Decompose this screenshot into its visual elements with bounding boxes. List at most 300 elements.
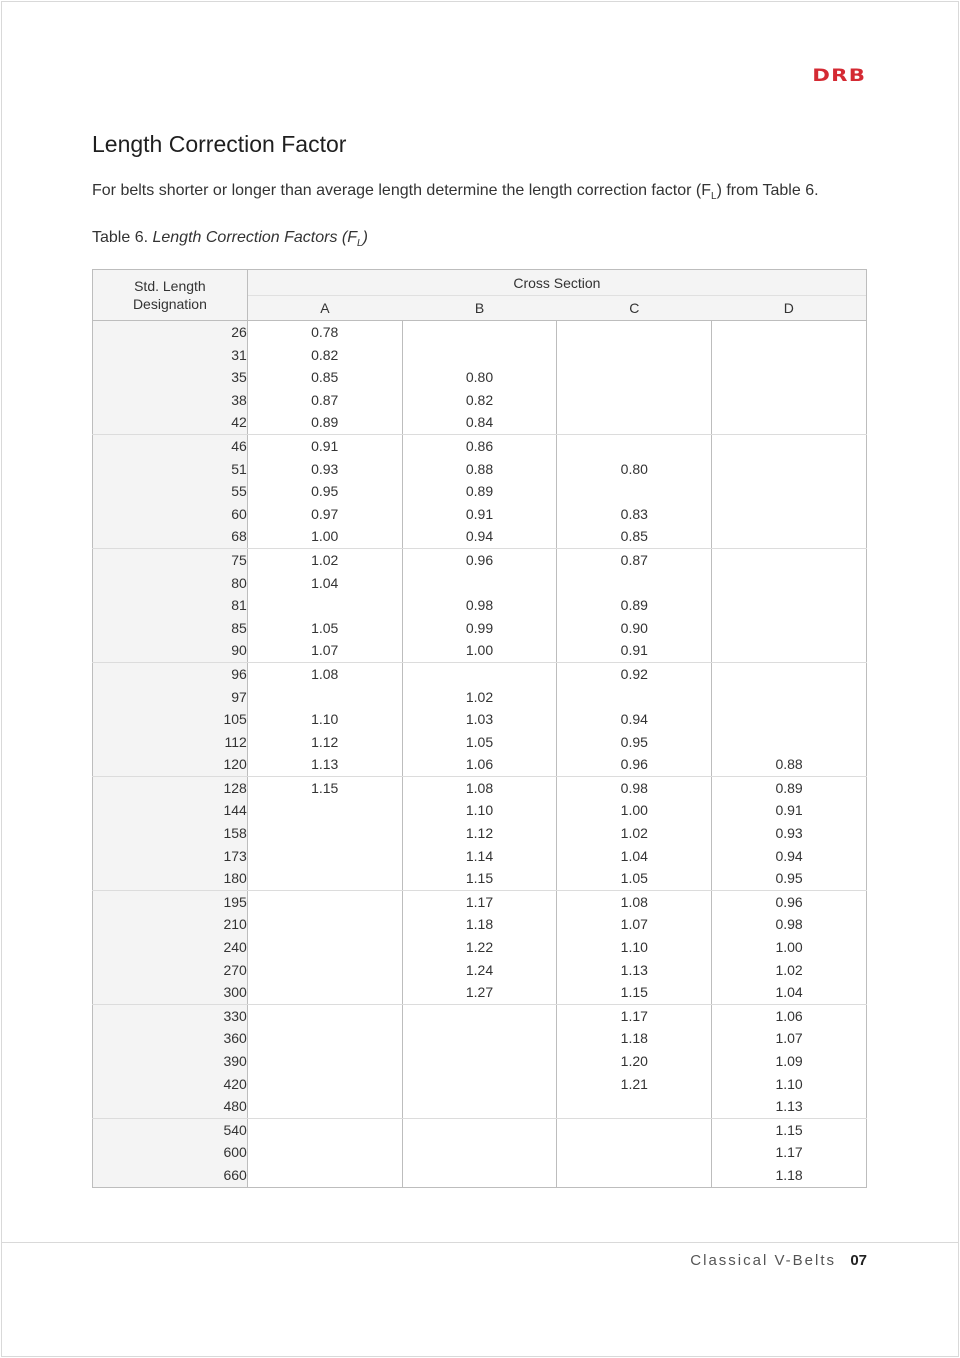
page-title: Length Correction Factor [92,131,347,157]
factor-cell-a [247,1050,402,1073]
factor-value: 1.10 [465,802,494,819]
table-row [93,1004,867,1027]
designation-cell: 270 [93,959,248,982]
factor-cell-b [402,753,557,776]
factor-value: 0.97 [311,505,339,522]
table-row [93,344,867,367]
designation-cell: 330 [93,1004,248,1027]
footer-divider [1,1242,959,1243]
designation-cell: 144 [93,799,248,822]
table-row [93,1073,867,1096]
intro-subscript: L [711,191,717,203]
factor-cell-a [247,890,402,913]
factor-cell-d [712,434,867,457]
factor-value: 0.92 [620,665,648,682]
factor-cell-c [557,458,712,481]
factor-cell-b [402,1004,557,1027]
table-row [93,662,867,685]
factor-value: 0.89 [465,483,494,500]
factor-value: 0.85 [311,369,339,386]
factor-value: 1.02 [465,688,494,705]
factor-cell-c [557,389,712,412]
factor-cell-d [712,1050,867,1073]
designation-cell: 55 [93,480,248,503]
factor-cell-d [712,822,867,845]
table-caption [92,229,368,249]
factor-cell-a [247,434,402,457]
designation-cell: 660 [93,1164,248,1187]
factor-cell-d [712,1073,867,1096]
factor-cell-d [712,799,867,822]
factor-cell-c [557,959,712,982]
designation-cell: 96 [93,662,248,685]
factor-value: 1.05 [311,619,339,636]
factor-cell-b [402,434,557,457]
intro-text-start: For belts shorter or longer than average length determine the length correction factor (F [92,182,711,199]
factor-cell-c [557,662,712,685]
factor-cell-a [247,708,402,731]
designation-cell: 300 [93,981,248,1004]
designation-cell: 38 [93,389,248,412]
factor-cell-c [557,411,712,434]
factor-cell-c [557,480,712,503]
factor-cell-d [712,1118,867,1141]
factor-cell-b [402,686,557,709]
section-header-d: D [712,296,867,321]
factor-cell-a [247,1095,402,1118]
factor-cell-b [402,867,557,890]
designation-cell: 60 [93,503,248,526]
factor-cell-d [712,867,867,890]
table-row [93,1118,867,1141]
factor-cell-a [247,525,402,548]
factor-value: 0.91 [465,505,494,522]
designation-cell: 173 [93,845,248,868]
factor-cell-a [247,321,402,344]
factor-cell-b [402,321,557,344]
factor-cell-a [247,981,402,1004]
factor-cell-b [402,1141,557,1164]
factor-cell-a [247,731,402,754]
table-row [93,434,867,457]
designation-cell: 105 [93,708,248,731]
factor-cell-c [557,1004,712,1027]
table-row [93,708,867,731]
factor-cell-b [402,1095,557,1118]
factor-value: 1.22 [465,939,494,956]
factor-value: 0.87 [620,551,648,568]
drb-logo: DRB [812,66,866,86]
factor-value: 1.10 [775,1075,803,1092]
table-row [93,1095,867,1118]
factor-cell-d [712,981,867,1004]
table-row [93,686,867,709]
factor-cell-c [557,1095,712,1118]
designation-cell: 112 [93,731,248,754]
factor-cell-a [247,389,402,412]
factor-cell-b [402,1118,557,1141]
factor-cell-d [712,890,867,913]
factor-value: 0.98 [620,779,648,796]
section-header-c: C [557,296,712,321]
factor-cell-a [247,845,402,868]
factor-value: 1.07 [311,642,339,659]
factor-value: 1.08 [311,665,339,682]
factor-cell-b [402,525,557,548]
factor-value: 0.91 [311,437,339,454]
factor-value: 1.02 [311,551,339,568]
factor-cell-c [557,776,712,799]
factor-cell-a [247,411,402,434]
designation-cell: 128 [93,776,248,799]
factor-value: 0.82 [465,391,494,408]
factor-cell-b [402,548,557,571]
factor-cell-b [402,572,557,595]
factor-value: 1.06 [775,1007,803,1024]
factor-cell-c [557,845,712,868]
factor-value: 1.04 [620,847,648,864]
factor-value: 1.17 [775,1144,803,1161]
designation-cell: 210 [93,913,248,936]
factor-cell-b [402,890,557,913]
factor-value: 0.89 [775,779,803,796]
factor-value: 1.15 [311,779,339,796]
caption-close: ) [362,229,368,246]
factor-cell-b [402,411,557,434]
factor-cell-a [247,572,402,595]
factor-cell-b [402,708,557,731]
factor-cell-a [247,617,402,640]
factor-value: 1.00 [311,528,339,545]
factor-value: 1.14 [465,847,494,864]
factor-cell-d [712,572,867,595]
factor-value: 0.87 [311,391,339,408]
factor-cell-d [712,1095,867,1118]
factor-cell-d [712,639,867,662]
factor-value: 1.03 [465,711,494,728]
factor-value: 1.18 [775,1166,803,1183]
designation-cell: 195 [93,890,248,913]
factor-cell-b [402,389,557,412]
factor-cell-d [712,548,867,571]
factor-cell-d [712,959,867,982]
factor-cell-a [247,776,402,799]
factor-value: 1.00 [620,802,648,819]
table-row [93,822,867,845]
factor-cell-b [402,639,557,662]
footer-page-number: 07 [850,1252,867,1269]
designation-cell: 390 [93,1050,248,1073]
factor-value: 1.15 [465,870,494,887]
factor-cell-d [712,525,867,548]
caption-subscript: L [357,238,363,250]
table-row [93,366,867,389]
designation-cell: 420 [93,1073,248,1096]
table-row [93,389,867,412]
table-row [93,731,867,754]
factor-cell-b [402,936,557,959]
factor-value: 0.80 [620,460,648,477]
designation-cell: 81 [93,594,248,617]
factor-cell-d [712,503,867,526]
factor-cell-d [712,1164,867,1187]
factor-value: 0.98 [465,597,494,614]
table-row [93,890,867,913]
factor-cell-a [247,639,402,662]
footer-section-title: Classical V-Belts [690,1252,836,1269]
factor-value: 0.89 [620,597,648,614]
caption-prefix: Table 6. [92,229,153,246]
factor-cell-c [557,686,712,709]
factor-value: 0.93 [775,825,803,842]
intro-text-end: ) from Table 6. [716,182,819,199]
factor-value: 1.02 [775,961,803,978]
factor-cell-a [247,959,402,982]
factor-value: 0.90 [620,619,648,636]
factor-value: 0.96 [465,551,494,568]
factor-cell-b [402,458,557,481]
designation-header-line1: Std. Length [134,278,206,294]
designation-cell: 180 [93,867,248,890]
table-row [93,845,867,868]
factor-cell-d [712,617,867,640]
cross-section-header: Cross Section [247,270,866,296]
factor-cell-a [247,503,402,526]
factor-cell-c [557,1050,712,1073]
factor-value: 1.12 [311,733,339,750]
table-row [93,572,867,595]
table-row [93,525,867,548]
factor-cell-a [247,594,402,617]
factor-cell-c [557,594,712,617]
factor-value: 0.86 [465,437,494,454]
table-row [93,1141,867,1164]
table-row [93,913,867,936]
factor-cell-c [557,731,712,754]
factor-value: 1.18 [465,916,494,933]
factor-cell-d [712,708,867,731]
designation-cell: 85 [93,617,248,640]
table-row [93,480,867,503]
factor-cell-a [247,799,402,822]
factor-value: 1.10 [311,711,339,728]
table-row [93,548,867,571]
factor-cell-b [402,845,557,868]
factor-value: 0.88 [465,460,494,477]
factor-cell-a [247,1004,402,1027]
factor-value: 0.85 [620,528,648,545]
table-row [93,936,867,959]
factor-value: 0.84 [465,414,494,431]
factor-cell-d [712,753,867,776]
factor-value: 1.24 [465,961,494,978]
factor-cell-b [402,731,557,754]
caption-label-text: Length Correction Factors (F [152,229,358,246]
factor-cell-b [402,1073,557,1096]
factor-value: 1.17 [465,893,494,910]
factor-cell-a [247,1118,402,1141]
factor-cell-d [712,366,867,389]
factor-value: 0.99 [465,619,494,636]
factor-cell-c [557,572,712,595]
factor-cell-a [247,662,402,685]
factor-cell-c [557,913,712,936]
factor-cell-c [557,753,712,776]
factor-value: 1.04 [311,574,339,591]
designation-cell: 80 [93,572,248,595]
factor-cell-a [247,867,402,890]
designation-cell: 540 [93,1118,248,1141]
section-header-a: A [247,296,402,321]
factor-cell-c [557,1141,712,1164]
factor-cell-d [712,662,867,685]
table-row [93,1164,867,1187]
table-row [93,594,867,617]
factor-value: 1.04 [775,984,803,1001]
factor-cell-a [247,548,402,571]
factor-cell-c [557,822,712,845]
factor-cell-d [712,389,867,412]
designation-cell: 97 [93,686,248,709]
factor-cell-b [402,617,557,640]
factor-cell-b [402,366,557,389]
factor-cell-d [712,776,867,799]
designation-cell: 51 [93,458,248,481]
factor-cell-d [712,845,867,868]
factor-cell-b [402,776,557,799]
table-row [93,799,867,822]
table-row [93,867,867,890]
factor-value: 1.15 [775,1121,803,1138]
factor-value: 0.98 [775,916,803,933]
table-row [93,411,867,434]
designation-cell: 120 [93,753,248,776]
factor-cell-a [247,913,402,936]
table-row [93,753,867,776]
factor-value: 1.05 [465,733,494,750]
factor-cell-d [712,594,867,617]
factor-cell-d [712,1004,867,1027]
factor-cell-c [557,344,712,367]
factor-cell-b [402,981,557,1004]
factor-cell-b [402,594,557,617]
designation-header [93,270,248,321]
designation-cell: 68 [93,525,248,548]
factor-value: 1.07 [775,1030,803,1047]
table-row [93,1027,867,1050]
factor-cell-c [557,321,712,344]
factor-value: 1.20 [620,1053,648,1069]
factor-cell-c [557,548,712,571]
factor-cell-a [247,1164,402,1187]
factor-cell-d [712,1141,867,1164]
table-row [93,959,867,982]
designation-cell: 75 [93,548,248,571]
factor-cell-a [247,480,402,503]
factor-cell-d [712,411,867,434]
factor-cell-c [557,617,712,640]
designation-cell: 240 [93,936,248,959]
factor-value: 1.00 [465,642,494,659]
table-row [93,458,867,481]
factor-value: 1.02 [620,825,648,842]
designation-cell: 46 [93,434,248,457]
factor-cell-a [247,686,402,709]
factor-value: 0.82 [311,346,339,363]
table-body [93,321,867,1188]
factor-cell-a [247,366,402,389]
factor-value: 1.13 [620,961,648,978]
section-header-b: B [402,296,557,321]
factor-value: 1.18 [620,1030,648,1047]
factor-cell-a [247,822,402,845]
factor-cell-b [402,1050,557,1073]
designation-header-line2: Designation [132,296,207,312]
factor-cell-d [712,686,867,709]
table-row [93,776,867,799]
factor-cell-c [557,525,712,548]
factor-value: 1.07 [620,916,648,933]
table-row [93,1050,867,1073]
factor-value: 1.00 [775,939,803,956]
factor-cell-c [557,981,712,1004]
designation-cell: 90 [93,639,248,662]
factor-cell-a [247,1141,402,1164]
factor-cell-a [247,1027,402,1050]
factor-cell-d [712,480,867,503]
factor-cell-d [712,344,867,367]
factor-value: 1.17 [620,1007,648,1024]
designation-cell: 158 [93,822,248,845]
factor-value: 0.78 [311,324,339,340]
designation-cell: 42 [93,411,248,434]
factor-value: 1.08 [620,893,648,910]
factor-cell-c [557,639,712,662]
factor-cell-c [557,1118,712,1141]
designation-cell: 600 [93,1141,248,1164]
factor-cell-c [557,867,712,890]
designation-cell: 480 [93,1095,248,1118]
factor-value: 0.94 [775,847,803,864]
factor-value: 0.89 [311,414,339,431]
factor-cell-c [557,1027,712,1050]
factor-value: 1.21 [620,1075,648,1092]
factor-cell-c [557,890,712,913]
factor-cell-d [712,1027,867,1050]
factor-value: 1.13 [311,756,339,773]
factor-value: 0.91 [620,642,648,659]
factor-cell-c [557,434,712,457]
factor-cell-a [247,344,402,367]
factor-value: 1.27 [465,984,494,1001]
factor-cell-b [402,913,557,936]
factor-cell-a [247,753,402,776]
table-row [93,639,867,662]
table-row [93,503,867,526]
factor-value: 1.15 [620,984,648,1001]
factor-cell-c [557,1073,712,1096]
factor-cell-b [402,503,557,526]
factor-cell-d [712,731,867,754]
factor-cell-c [557,366,712,389]
factor-value: 0.91 [775,802,803,819]
table-row [93,321,867,344]
factor-cell-a [247,936,402,959]
factor-value: 0.94 [465,528,494,545]
designation-cell: 31 [93,344,248,367]
intro-text [92,182,819,202]
factor-value: 1.09 [775,1053,803,1069]
